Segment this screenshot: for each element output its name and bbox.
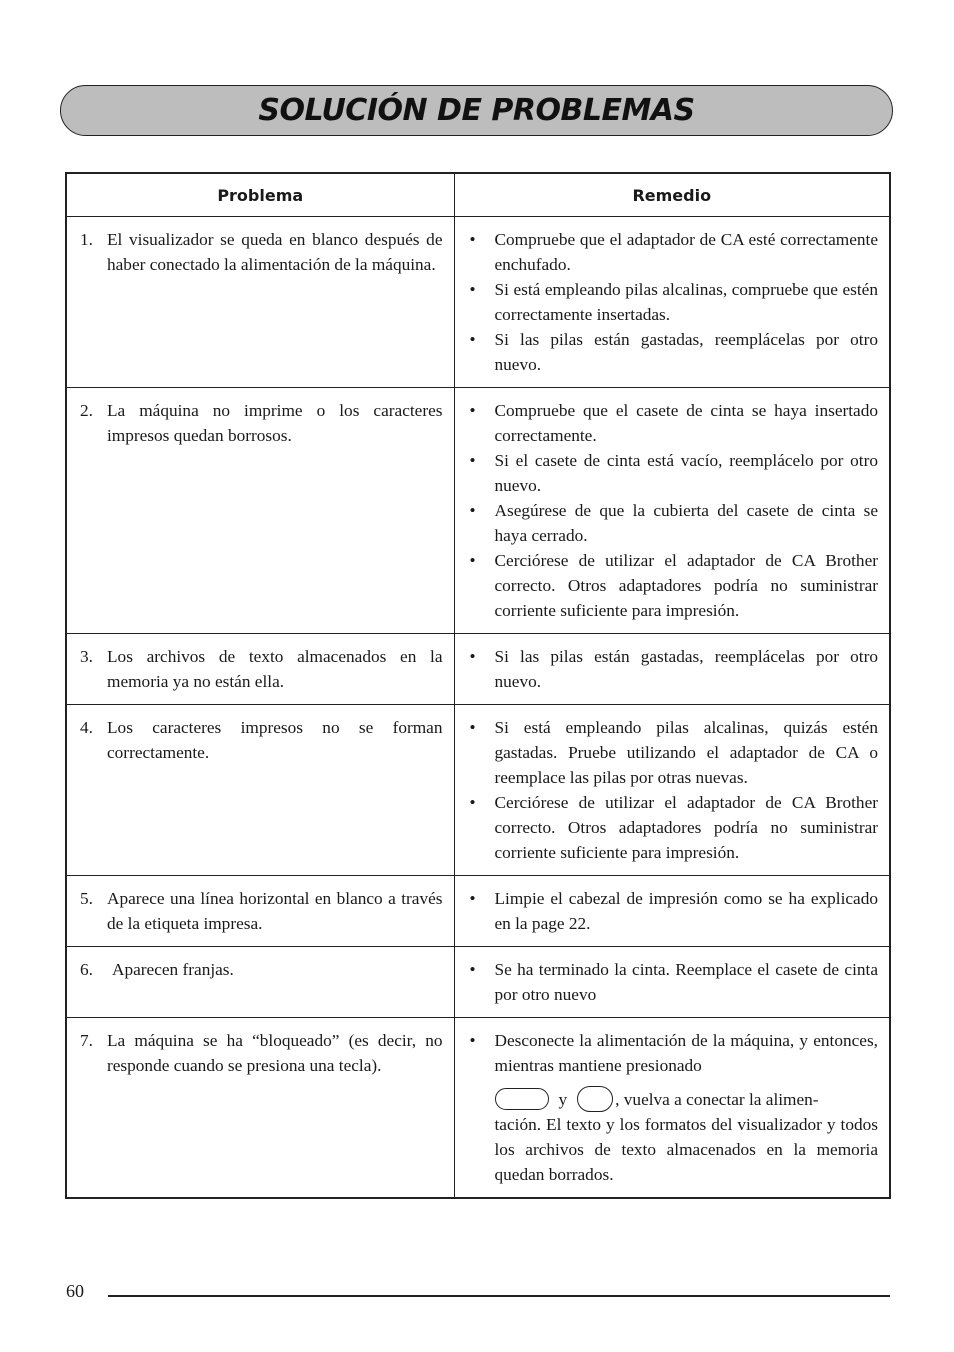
remedy-text: Compruebe que el casete de cinta se haya insertado correctamente.	[494, 401, 878, 445]
problem-cell	[66, 634, 454, 705]
problem-number: 4.	[80, 718, 93, 737]
key-instruction-line	[495, 1086, 879, 1112]
problem-number: 1.	[80, 230, 93, 249]
remedy-item	[468, 498, 879, 548]
problem-cell	[66, 876, 454, 947]
remedy-text: Si las pilas están gastadas, reemplácelas por otro nuevo.	[494, 647, 878, 691]
table-row	[66, 876, 890, 947]
header-remedy: Remedio	[454, 173, 890, 217]
bullet-icon: •	[469, 793, 476, 812]
bullet-icon: •	[469, 501, 476, 520]
table-row	[66, 217, 890, 388]
remedy-cell	[454, 217, 890, 388]
bullet-icon: •	[469, 451, 476, 470]
table-row	[66, 634, 890, 705]
page-title: SOLUCIÓN DE PROBLEMAS	[258, 93, 695, 128]
remedy-item	[468, 1028, 879, 1078]
remedy-text: Desconecte la alimentación de la máquina, y entonces, mientras mantiene presionado	[494, 1031, 878, 1075]
remedy-continuation	[468, 1086, 879, 1187]
code-key-icon	[495, 1088, 549, 1110]
remedy-item	[468, 644, 879, 694]
troubleshooting-table	[65, 172, 891, 1199]
footer-rule	[108, 1295, 890, 1297]
problem-text: Los caracteres impresos no se forman correctamente.	[107, 718, 443, 762]
remedy-cell	[454, 876, 890, 947]
remedy-item	[468, 227, 879, 277]
problem-number: 7.	[80, 1031, 93, 1050]
remedy-item	[468, 790, 879, 865]
remedy-cell	[454, 634, 890, 705]
problem-text: La máquina no imprime o los caracteres impresos quedan borrosos.	[107, 401, 443, 445]
remedy-rest-text: tación. El texto y los formatos del visualizador y todos los archivos de texto almacenados en la memoria quedan borrados.	[494, 1115, 878, 1184]
problem-number: 2.	[80, 401, 93, 420]
remedy-text: Compruebe que el adaptador de CA esté correctamente enchufado.	[494, 230, 878, 274]
header-problem: Problema	[66, 173, 454, 217]
problem-number: 5.	[80, 889, 93, 908]
table-row	[66, 1018, 890, 1199]
bullet-icon: •	[469, 718, 476, 737]
remedy-text: Si está empleando pilas alcalinas, quizás estén gastadas. Pruebe utilizando el adaptador de CA o reemplace las pilas por otras nuevas.	[494, 718, 878, 787]
bullet-icon: •	[469, 551, 476, 570]
problem-number: 3.	[80, 647, 93, 666]
remedy-item	[468, 548, 879, 623]
problem-text: El visualizador se queda en blanco después de haber conectado la alimentación de la máquina.	[107, 230, 443, 274]
remedy-item	[468, 327, 879, 377]
bullet-icon: •	[469, 330, 476, 349]
remedy-item	[468, 886, 879, 936]
table-row	[66, 705, 890, 876]
problem-cell	[66, 1018, 454, 1199]
table-header-row	[66, 173, 890, 217]
problem-number: 6.	[80, 960, 93, 979]
problem-cell	[66, 388, 454, 634]
problem-text: Aparece una línea horizontal en blanco a través de la etiqueta impresa.	[107, 889, 443, 933]
problem-text: Aparecen franjas.	[112, 960, 234, 979]
bullet-icon: •	[469, 889, 476, 908]
remedy-text: Asegúrese de que la cubierta del casete de cinta se haya cerrado.	[494, 501, 878, 545]
power-key-icon	[577, 1086, 613, 1112]
bullet-icon: •	[469, 401, 476, 420]
remedy-after-keys: , vuelva a conectar la alimen-	[615, 1089, 819, 1109]
title-banner	[60, 85, 893, 136]
remedy-item	[468, 715, 879, 790]
problem-cell	[66, 947, 454, 1018]
remedy-text: Se ha terminado la cinta. Reemplace el casete de cinta por otro nuevo	[494, 960, 878, 1004]
remedy-text: Cerciórese de utilizar el adaptador de CA Brother correcto. Otros adaptadores podría no suministrar corriente suficiente para impresión.	[494, 793, 878, 862]
remedy-item	[468, 398, 879, 448]
table-row	[66, 947, 890, 1018]
remedy-cell	[454, 705, 890, 876]
bullet-icon: •	[469, 230, 476, 249]
problem-cell	[66, 217, 454, 388]
remedy-item	[468, 957, 879, 1007]
remedy-text: Si está empleando pilas alcalinas, compruebe que estén correctamente insertadas.	[494, 280, 878, 324]
remedy-text: Cerciórese de utilizar el adaptador de CA Brother correcto. Otros adaptadores podría no suministrar corriente suficiente para impresión.	[494, 551, 878, 620]
remedy-cell	[454, 388, 890, 634]
remedy-cell	[454, 947, 890, 1018]
page-number: 60	[66, 1281, 84, 1301]
bullet-icon: •	[469, 647, 476, 666]
remedy-text: Limpie el cabezal de impresión como se ha explicado en la page 22.	[494, 889, 878, 933]
bullet-icon: •	[469, 960, 476, 979]
problem-text: Los archivos de texto almacenados en la memoria ya no están ella.	[107, 647, 443, 691]
remedy-cell	[454, 1018, 890, 1199]
remedy-text: Si las pilas están gastadas, reemplácelas por otro nuevo.	[494, 330, 878, 374]
remedy-item	[468, 277, 879, 327]
remedy-text: Si el casete de cinta está vacío, reemplácelo por otro nuevo.	[494, 451, 878, 495]
problem-text: La máquina se ha “bloqueado” (es decir, no responde cuando se presiona una tecla).	[107, 1031, 443, 1075]
problem-cell	[66, 705, 454, 876]
bullet-icon: •	[469, 1031, 476, 1050]
remedy-item	[468, 448, 879, 498]
conjunction-text: y	[558, 1089, 568, 1109]
table-row	[66, 388, 890, 634]
bullet-icon: •	[469, 280, 476, 299]
